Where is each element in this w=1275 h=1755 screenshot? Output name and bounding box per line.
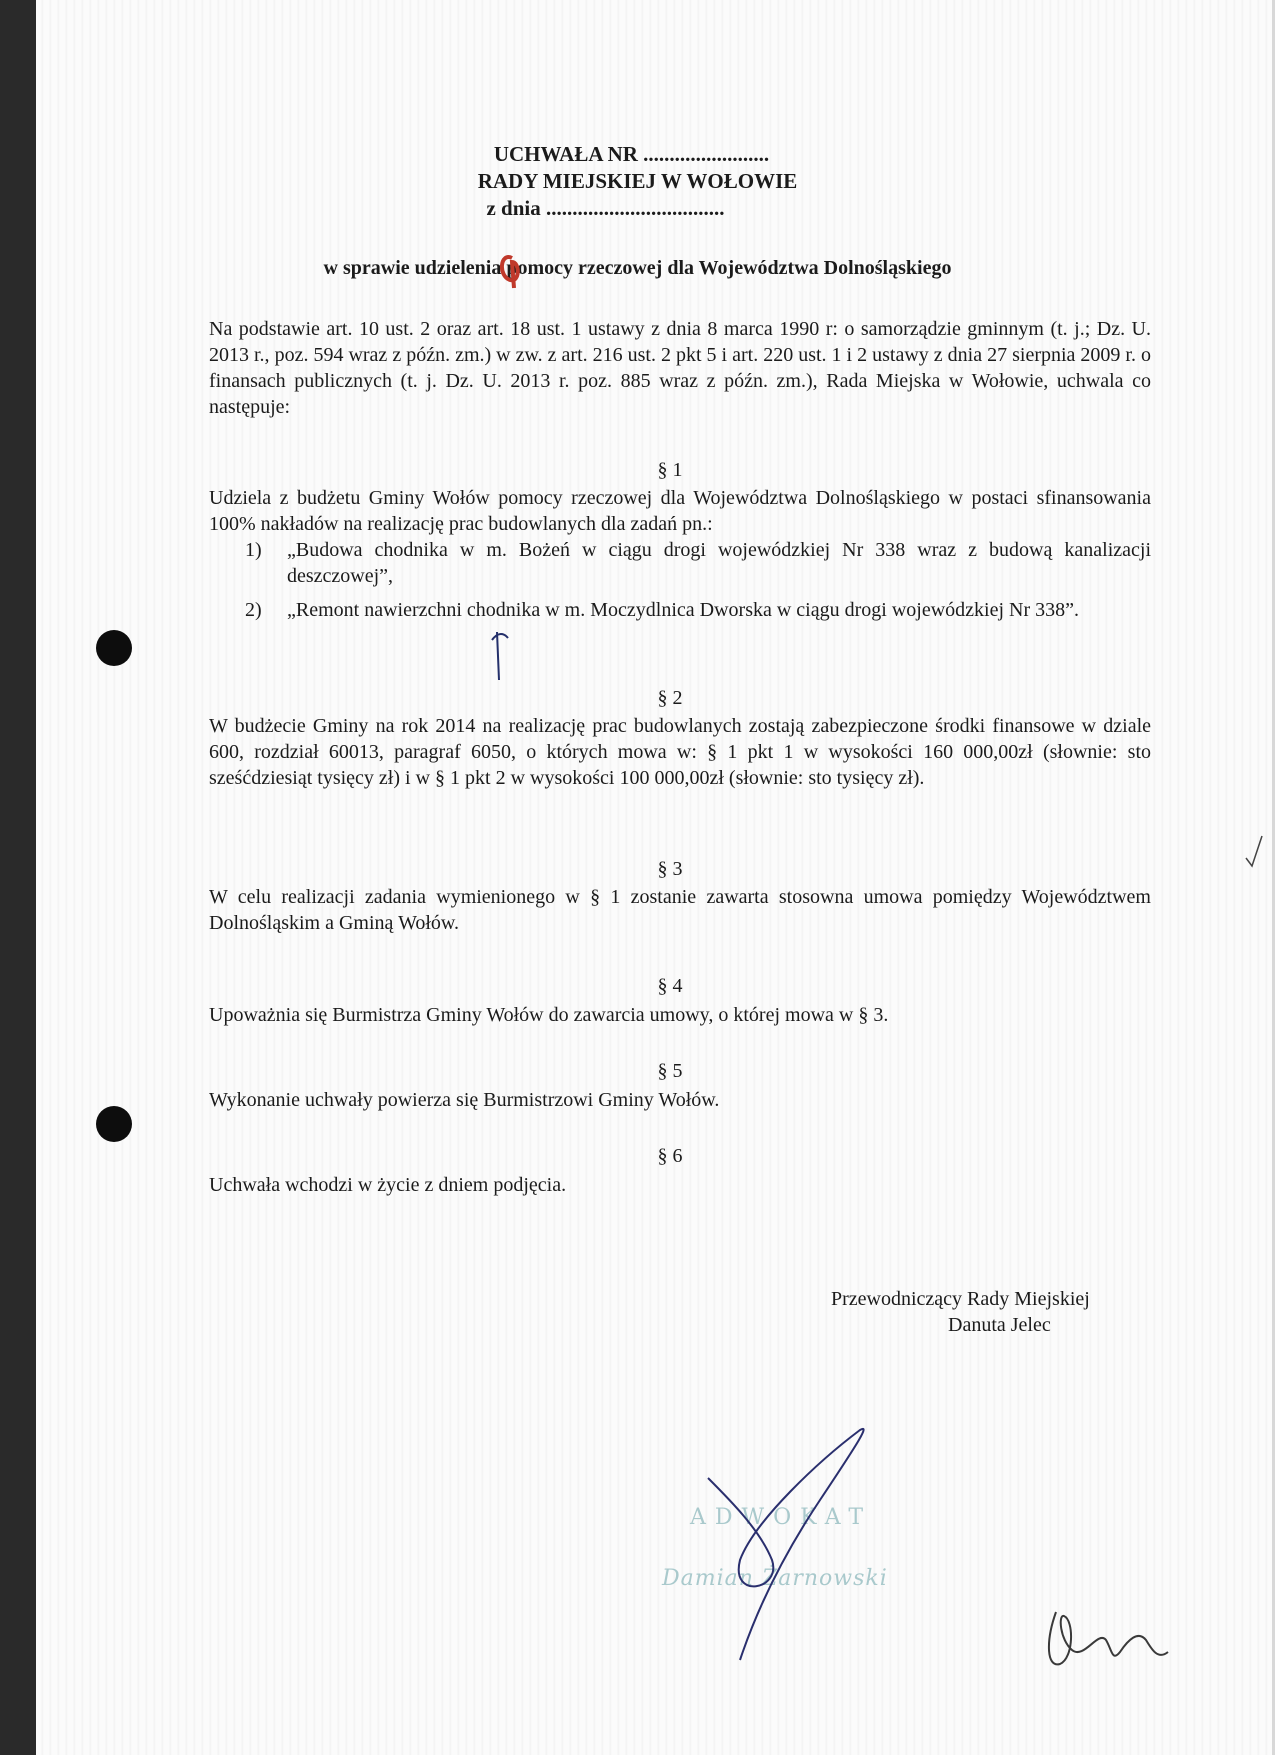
pen-correction-mark [492,632,508,680]
section-4-text: Upoważnia się Burmistrza Gminy Wołów do zawarcia umowy, o której mowa w § 3. [209,1004,889,1026]
section-3-text: W celu realizacji zadania wymienionego w § 1 zostanie zawarta stosowna umowa pomiędzy Województwem Dolnośląskim a Gminą Wołów. [209,886,1151,934]
stamp-title: ADWOKAT [690,1505,873,1530]
section-4-sign: § 4 [657,975,683,997]
signatory-name: Danuta Jelec [948,1314,1051,1336]
section-1-sign: § 1 [657,459,683,481]
signatory-role: Przewodniczący Rady Miejskiej [831,1288,1090,1310]
resolution-number: UCHWAŁA NR ........................ [493,142,770,166]
council-name: RADY MIEJSKIEJ W WOŁOWIE [477,169,798,193]
section-6-text: Uchwała wchodzi w życie z dniem podjęcia. [209,1174,567,1196]
lawyer-signature [708,1429,864,1660]
section-6-sign: § 6 [657,1145,683,1167]
section-5-text: Wykonanie uchwały powierza się Burmistrzowi Gminy Wołów. [209,1089,720,1111]
stamp-name: Damian Żarnowski [662,1566,888,1591]
chairman-signature [1049,1612,1168,1664]
list-item-number: 1) [245,539,262,561]
resolution-date: z dnia .................................. [486,196,725,220]
preamble: Na podstawie art. 10 ust. 2 oraz art. 18 ust. 1 ustawy z dnia 8 marca 1990 r: o samorządzie gminnym (t. j.; Dz. U. 2013 r., poz. 594 wraz z późn. zm.) w zw. z art. 216 ust. 2 pkt 5 i art. 220 ust. 1 i 2 ustawy z dnia 27 sierpnia 2009 r. o finansach publicznych (t. j. Dz. U. 2013 r. poz. 885 wraz z późn. zm.), Rada Miejska w Wołowie, uchwala co następuje: [209,318,1151,418]
list-item-text: „Remont nawierzchni chodnika w m. Moczydlnica Dworska w ciągu drogi wojewódzkiej Nr 338”. [287,599,1079,621]
section-3-sign: § 3 [657,858,683,880]
list-item-text: „Budowa chodnika w m. Bożeń w ciągu drogi wojewódzkiej Nr 338 wraz z budową kanalizacji deszczowej”, [287,539,1151,587]
red-correction-mark [502,257,518,288]
section-1-text: Udziela z budżetu Gminy Wołów pomocy rzeczowej dla Województwa Dolnośląskiego w postaci sfinansowania 100% nakładów na realizację prac budowlanych dla zadań pn.: [209,487,1151,535]
section-2-text: W budżecie Gminy na rok 2014 na realizację prac budowlanych zostają zabezpieczone środki finansowe w dziale 600, rozdział 60013, paragraf 6050, o których mowa w: § 1 pkt 1 w wysokości 160 000,00zł (słownie: sto sześćdziesiąt tysięcy zł) i w § 1 pkt 2 w wysokości 100 000,00zł (słownie: sto tysięcy zł). [209,715,1151,789]
check-mark [1246,836,1262,866]
section-2-sign: § 2 [657,687,683,709]
resolution-subject: w sprawie udzielenia pomocy rzeczowej dla Województwa Dolnośląskiego [323,257,952,279]
list-item-number: 2) [245,599,262,621]
section-5-sign: § 5 [657,1060,683,1082]
